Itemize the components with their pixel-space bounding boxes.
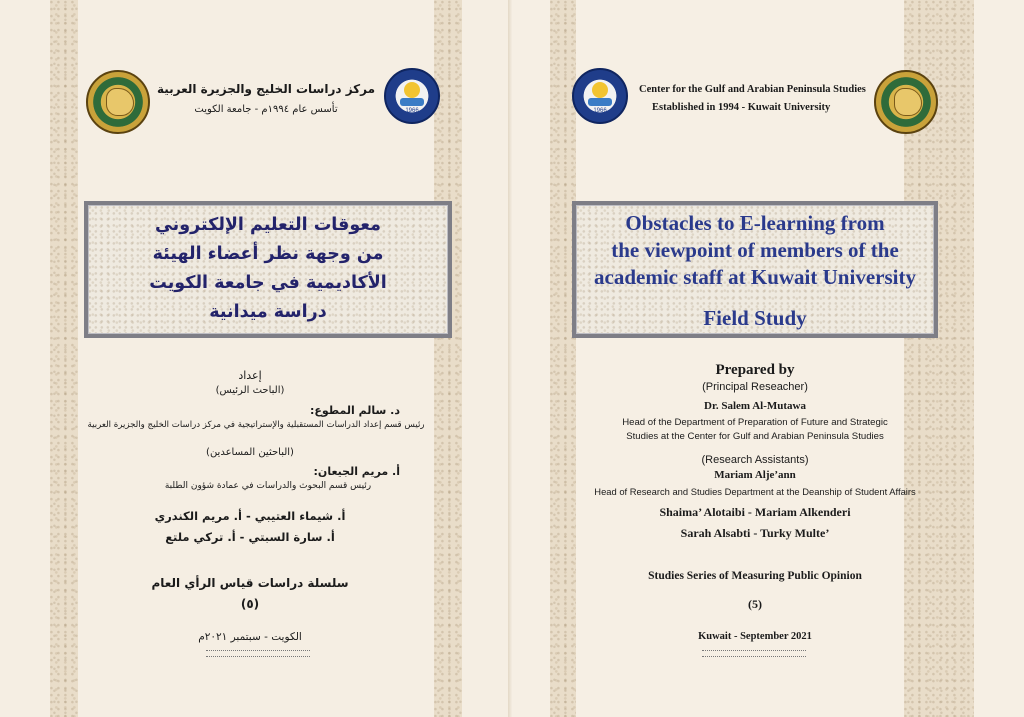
title-line: the viewpoint of members of the (611, 238, 899, 262)
prepared-by: Prepared by (715, 362, 795, 378)
title-line: من وجهة نظر أعضاء الهيئة (152, 244, 384, 264)
assistants-line: أ. سارة السبتي - أ. تركي ملتع (165, 530, 335, 544)
principal-role: (الباحث الرئيس) (215, 385, 285, 396)
subtitle: Field Study (703, 306, 807, 330)
series-title: سلسلة دراسات قياس الرأي العام (151, 576, 349, 590)
center-name: Center for the Gulf and Arabian Peninsula Studies (639, 84, 866, 95)
publication-date: الكويت - سبتمبر ٢٠٢١م (198, 631, 302, 643)
title-line: Obstacles to E-learning from (625, 211, 885, 235)
principal-title (552, 416, 958, 444)
assistant-title: Head of Research and Studies Department at the Deanship of Student Affairs (594, 486, 916, 497)
assistant-name: Mariam Alje’ann (714, 469, 796, 481)
decorative-texture-strip (434, 0, 462, 717)
principal-role: (Principal Reseacher) (702, 381, 808, 393)
assistants-line: Sarah Alsabti - Turky Multe’ (680, 526, 830, 540)
assistant-name: أ. مريم الجيعان: (313, 465, 400, 478)
assistants-line: أ. شيماء العتيبي - أ. مريم الكندري (154, 509, 346, 523)
title-line: الأكاديمية في جامعة الكويت (149, 273, 387, 293)
series-title: Studies Series of Measuring Public Opinion (648, 570, 862, 582)
principal-name: د. سالم المطوع: (310, 404, 400, 417)
arabic-title-box (84, 201, 452, 338)
center-established: تأسس عام ١٩٩٤م - جامعة الكويت (194, 104, 338, 115)
english-cover-page (512, 0, 1024, 717)
gulf-center-logo (86, 70, 150, 134)
english-title (576, 210, 934, 291)
principal-name: Dr. Salem Al-Mutawa (704, 400, 806, 412)
english-title-box (572, 201, 938, 338)
publication-date: Kuwait - September 2021 (698, 631, 812, 642)
series-number: (5) (748, 597, 762, 611)
decorative-texture-strip (50, 0, 78, 717)
title-line: معوقات التعليم الإلكتروني (154, 215, 382, 235)
series-number: (٥) (240, 597, 260, 611)
prepared-by: إعداد (238, 369, 262, 382)
gulf-center-logo (874, 70, 938, 134)
arabic-title (88, 211, 448, 327)
divider (702, 650, 806, 658)
principal-title-line: Studies at the Center for Gulf and Arabian Peninsula Studies (626, 431, 884, 442)
kuwait-university-logo: 1966 (384, 68, 440, 124)
assistants-role: (Research Assistants) (701, 454, 809, 466)
center-name: مركز دراسات الخليج والجزيرة العربية (156, 82, 376, 96)
principal-title: رئيس قسم إعداد الدراسات المستقبلية والإستراتيجية في مركز دراسات الخليج والجزيرة العربية (87, 420, 425, 430)
assistants-role: (الباحثين المساعدين) (206, 447, 294, 458)
principal-title-line: Head of the Department of Preparation of Future and Strategic (622, 417, 888, 428)
title-line: دراسة ميدانية (209, 302, 327, 322)
center-established: Established in 1994 - Kuwait University (652, 102, 831, 113)
assistants-line: Shaima’ Alotaibi - Mariam Alkenderi (659, 505, 851, 519)
title-line: academic staff at Kuwait University (594, 265, 916, 289)
assistant-title: رئيس قسم البحوث والدراسات في عمادة شؤون الطلبة (164, 481, 372, 491)
divider (206, 650, 310, 658)
kuwait-university-logo: 1966 (572, 68, 628, 124)
